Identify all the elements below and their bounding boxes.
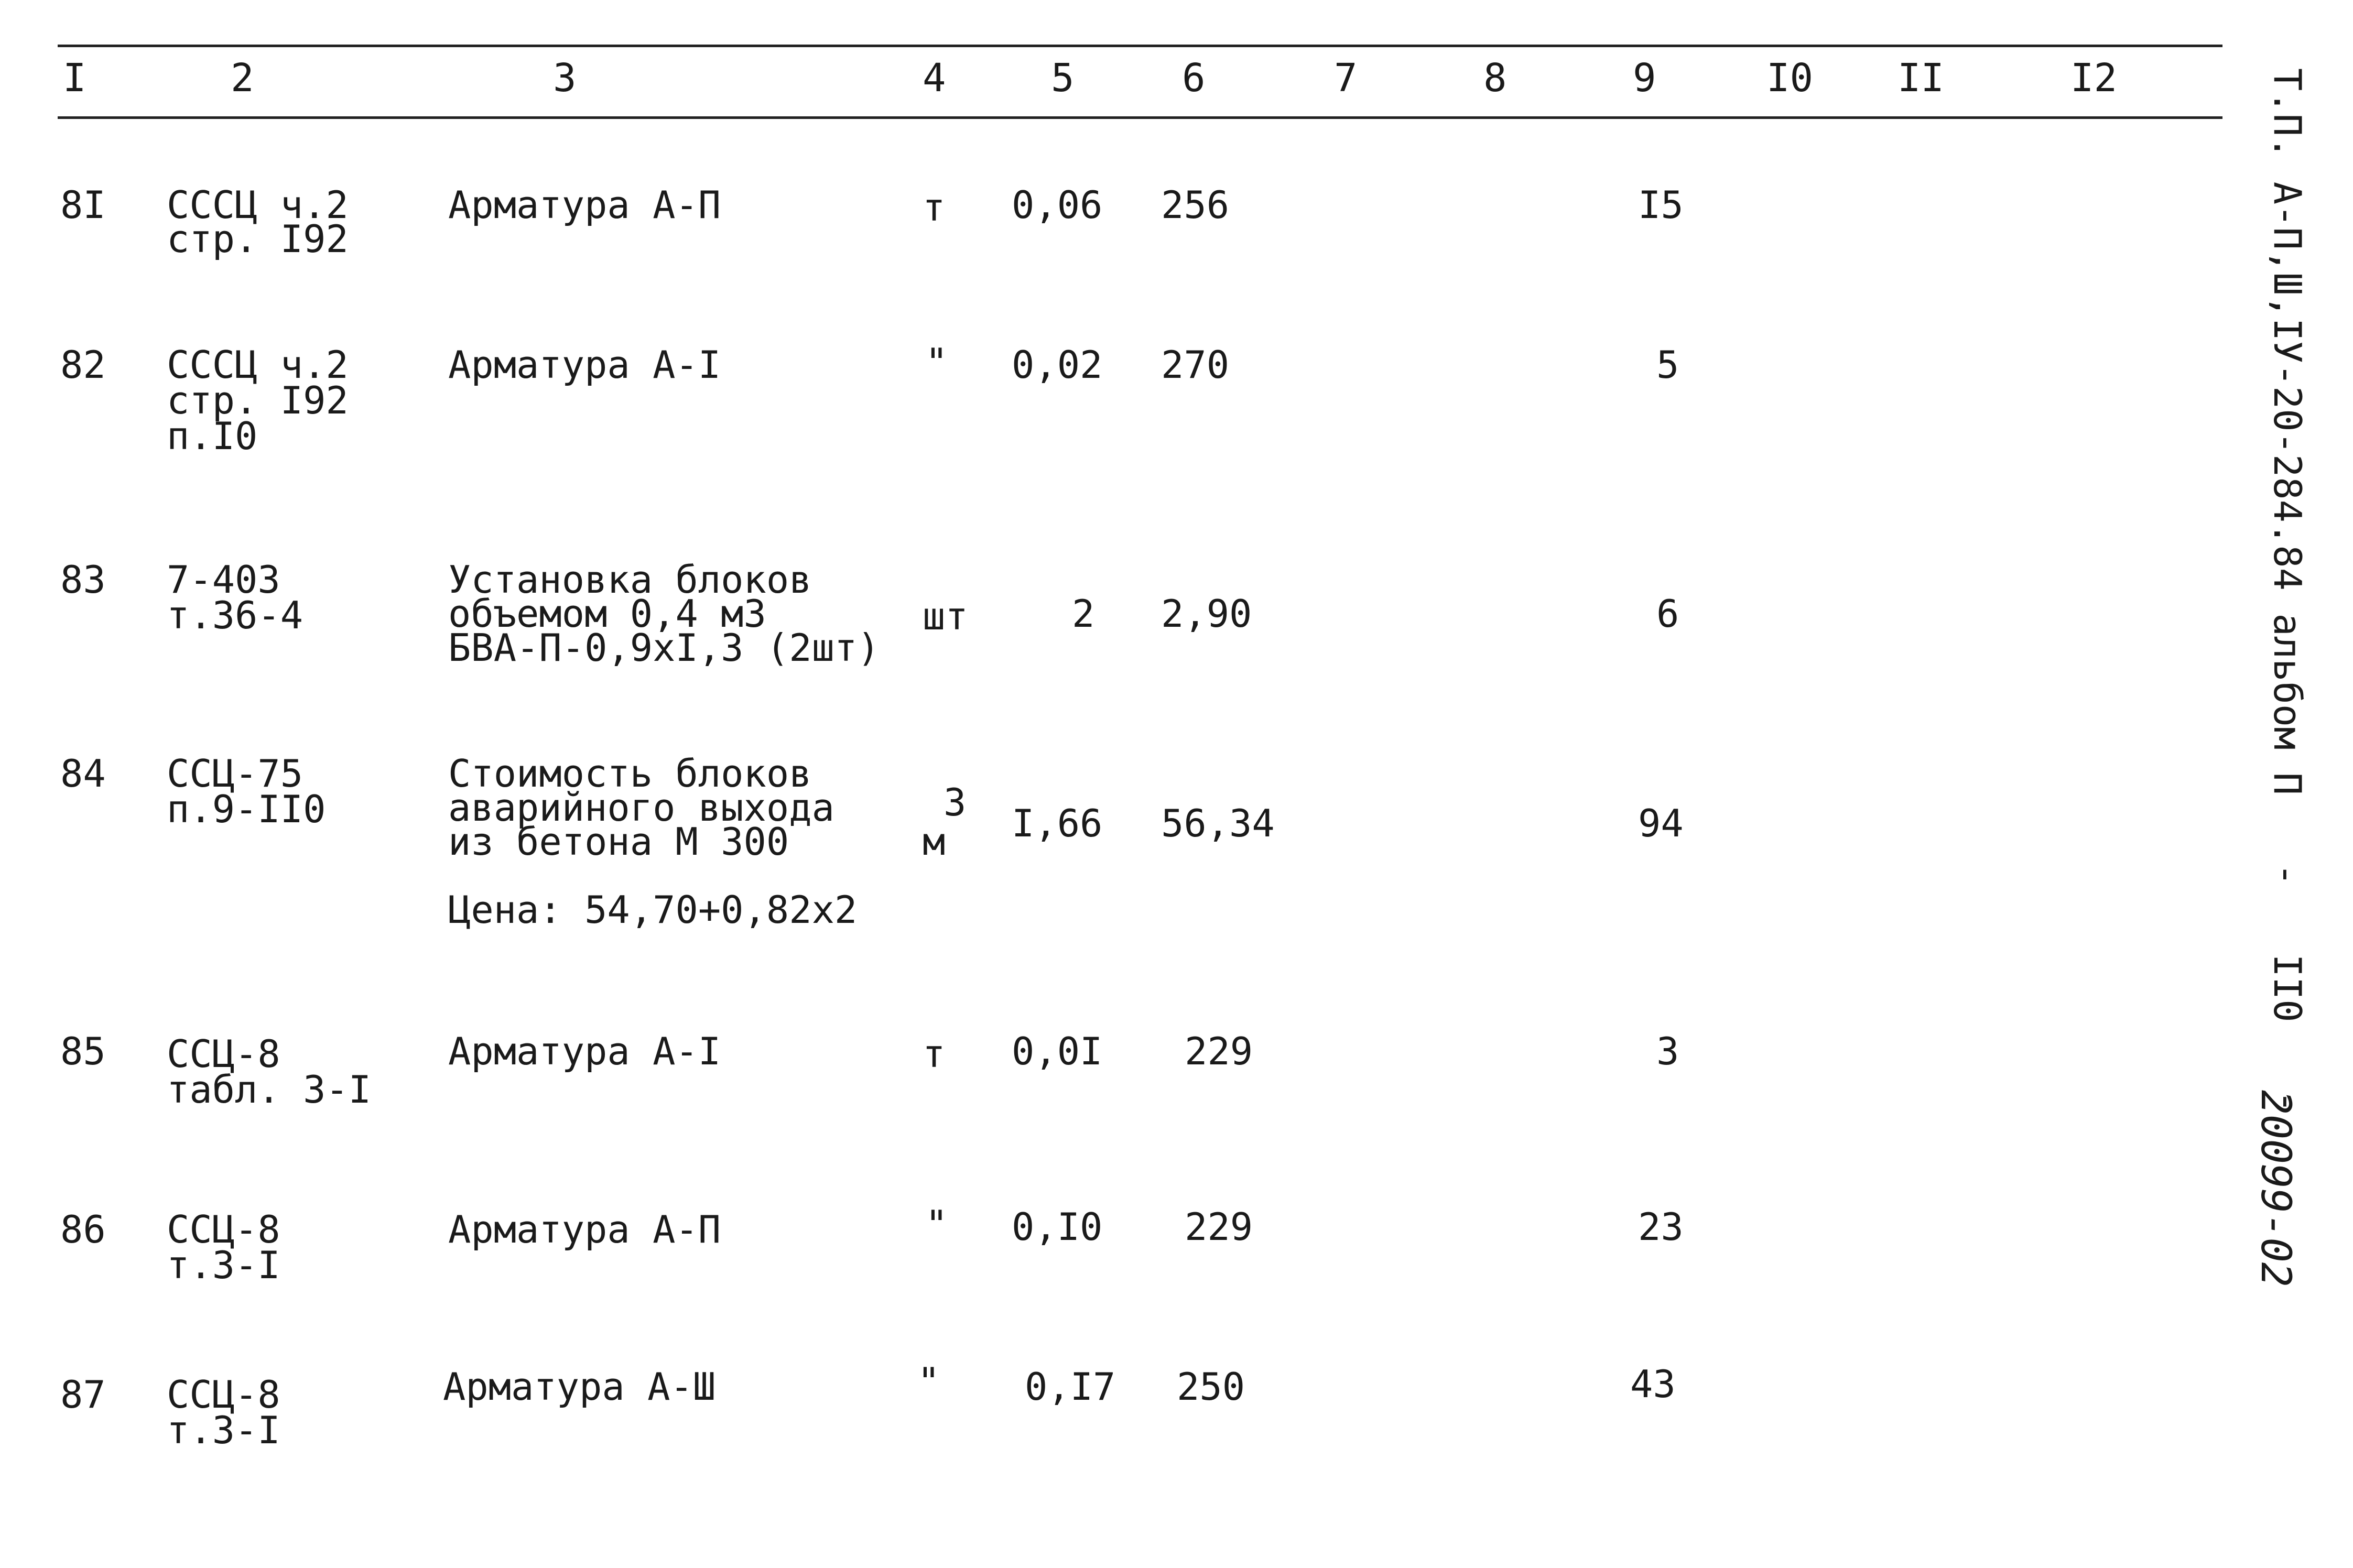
total-cost: I5: [1638, 183, 1684, 227]
price-reference-line: СССЦ ч.2: [167, 183, 349, 227]
price-reference-line: ССЦ-75: [167, 752, 303, 796]
price-reference-line: ССЦ-8: [167, 1207, 280, 1251]
table-header-rule: [58, 116, 2222, 119]
price-reference-line: т.3-I: [167, 1408, 280, 1452]
price-note: Цена: 54,70+0,82х2: [448, 888, 858, 932]
unit: т: [923, 186, 946, 230]
quantity: 0,I0: [1012, 1205, 1103, 1249]
total-cost: 6: [1656, 592, 1679, 636]
quantity: 0,06: [1012, 183, 1103, 227]
row-number: 86: [60, 1207, 106, 1251]
unit: т: [923, 1032, 946, 1076]
item-name-line: из бетона М 300: [448, 820, 789, 864]
quantity: I,66: [1012, 801, 1103, 845]
unit-price: 250: [1177, 1365, 1245, 1409]
row-number: 8I: [60, 183, 106, 227]
item-name-line: Арматура А-Ш: [443, 1365, 716, 1409]
item-name-line: Арматура А-П: [448, 183, 721, 227]
price-reference-line: ССЦ-8: [167, 1373, 280, 1417]
row-number: 85: [60, 1029, 106, 1073]
total-cost: 43: [1630, 1362, 1676, 1406]
row-number: 82: [60, 343, 106, 387]
unit-price: 229: [1185, 1029, 1253, 1073]
item-name-line: аварийного выхода: [448, 786, 834, 830]
unit-price: 229: [1185, 1205, 1253, 1249]
row-number: 87: [60, 1373, 106, 1417]
quantity: 2: [1072, 592, 1095, 636]
price-reference-line: табл. 3-I: [167, 1068, 372, 1112]
total-cost: 3: [1656, 1029, 1679, 1073]
price-reference-line: п.I0: [167, 414, 258, 458]
unit-price: 256: [1161, 183, 1230, 227]
price-reference-line: ССЦ-8: [167, 1032, 280, 1076]
total-cost: 23: [1638, 1205, 1684, 1249]
price-reference-line: СССЦ ч.2: [167, 343, 349, 387]
col-header-5: 5: [1051, 56, 1075, 101]
document-code: 20099-02: [2252, 1090, 2299, 1287]
side-title: Т.П. А-П,Ш,IУ-20-284.84 альбом П - II0 -: [2265, 68, 2309, 1113]
unit-price: 56,34: [1161, 801, 1275, 845]
col-header-6: 6: [1182, 56, 1206, 101]
price-reference-line: стр. I92: [167, 217, 349, 261]
price-reference-line: т.3-I: [167, 1243, 280, 1287]
row-number: 84: [60, 752, 106, 796]
quantity: 0,I7: [1025, 1365, 1116, 1409]
item-name-line: БВА-П-0,9хI,3 (2шт): [448, 626, 880, 670]
item-name-line: Арматура А-П: [448, 1207, 721, 1251]
col-header-7: 7: [1334, 56, 1358, 101]
item-name-line: Установка блоков: [448, 558, 812, 602]
col-header-9: 9: [1633, 56, 1656, 101]
col-header-8: 8: [1483, 56, 1507, 101]
col-header-10: I0: [1766, 56, 1814, 101]
col-header-1: I: [63, 56, 86, 101]
col-header-2: 2: [231, 56, 254, 101]
col-header-12: I2: [2070, 56, 2118, 101]
unit-ditto-mark: ": [925, 1202, 948, 1246]
table-top-rule: [58, 45, 2222, 47]
unit-price: 270: [1161, 343, 1230, 387]
quantity: 0,02: [1012, 343, 1103, 387]
quantity: 0,0I: [1012, 1029, 1103, 1073]
total-cost: 5: [1656, 343, 1679, 387]
unit-price: 2,90: [1161, 592, 1252, 636]
col-header-4: 4: [923, 56, 946, 101]
item-name-line: Арматура А-I: [448, 1029, 721, 1073]
item-name-line: Арматура А-I: [448, 343, 721, 387]
col-header-3: 3: [553, 56, 577, 101]
price-reference-line: 7-403: [167, 558, 280, 602]
row-number: 83: [60, 558, 106, 602]
col-header-11: II: [1897, 56, 1945, 101]
unit-exponent: 3: [944, 780, 967, 824]
price-reference-line: стр. I92: [167, 378, 349, 422]
price-reference-line: т.36-4: [167, 593, 303, 637]
unit-ditto-mark: ": [925, 340, 948, 384]
price-reference-line: п.9-II0: [167, 787, 326, 831]
unit: шт: [923, 594, 968, 638]
total-cost: 94: [1638, 801, 1684, 845]
item-name-line: объемом 0,4 м3: [448, 592, 766, 636]
item-name-line: Стоимость блоков: [448, 752, 812, 796]
unit-ditto-mark: ": [917, 1359, 940, 1403]
unit: м: [923, 820, 946, 864]
